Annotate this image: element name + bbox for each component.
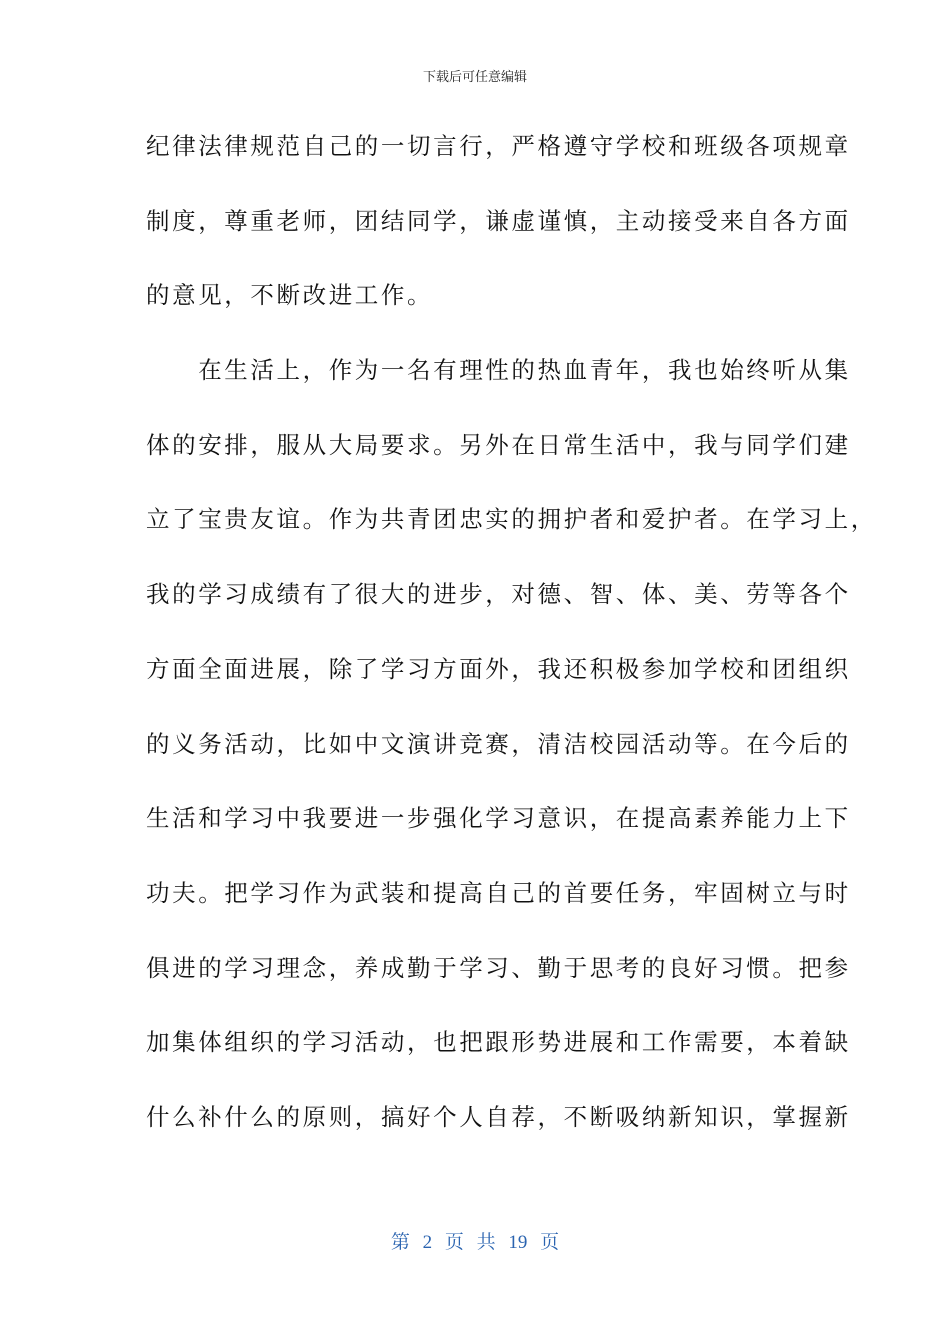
text-line-11: 功夫。把学习作为武装和提高自己的首要任务，牢固树立与时: [146, 878, 851, 907]
text-line-3: 的意见，不断改进工作。: [146, 281, 434, 310]
text-line-10: 生活和学习中我要进一步强化学习意识，在提高素养能力上下: [146, 804, 851, 833]
text-line-9: 的义务活动，比如中文演讲竞赛，清洁校园活动等。在今后的: [146, 729, 851, 758]
text-line-12: 俱进的学习理念，养成勤于学习、勤于思考的良好习惯。把参: [146, 953, 851, 982]
text-line-4: 在生活上，作为一名有理性的热血青年，我也始终听从集: [146, 356, 851, 385]
footer-label-ye: 页: [444, 1232, 464, 1253]
document-body: [146, 124, 877, 1170]
text-line-1: 纪律法律规范自己的一切言行，严格遵守学校和班级各项规章: [146, 132, 851, 160]
text-line-7: 我的学习成绩有了很大的进步，对德、智、体、美、劳等各个: [146, 580, 851, 609]
text-line-2: 制度，尊重老师，团结同学，谦虚谨慎，主动接受来自各方面: [146, 206, 851, 235]
footer-page-number: 2: [422, 1232, 433, 1253]
page-header-note: 下载后可任意编辑: [422, 70, 527, 85]
footer-label-ye2: 页: [540, 1232, 560, 1253]
text-line-5: 体的安排，服从大局要求。另外在日常生活中，我与同学们建: [146, 430, 851, 459]
text-line-8: 方面全面进展，除了学习方面外，我还积极参加学校和团组织: [146, 654, 851, 683]
text-line-6: 立了宝贵友谊。作为共青团忠实的拥护者和爱护者。在学习上，: [146, 505, 877, 534]
footer-label-gong: 共: [476, 1232, 496, 1253]
text-line-13: 加集体组织的学习活动，也把跟形势进展和工作需要，本着缺: [146, 1028, 851, 1057]
text-line-14: 什么补什么的原则，搞好个人自荐，不断吸纳新知识，掌握新: [146, 1102, 851, 1131]
footer-total-pages: 19: [508, 1232, 528, 1253]
page-footer: [0, 1227, 950, 1254]
footer-label-di: 第: [390, 1232, 410, 1253]
